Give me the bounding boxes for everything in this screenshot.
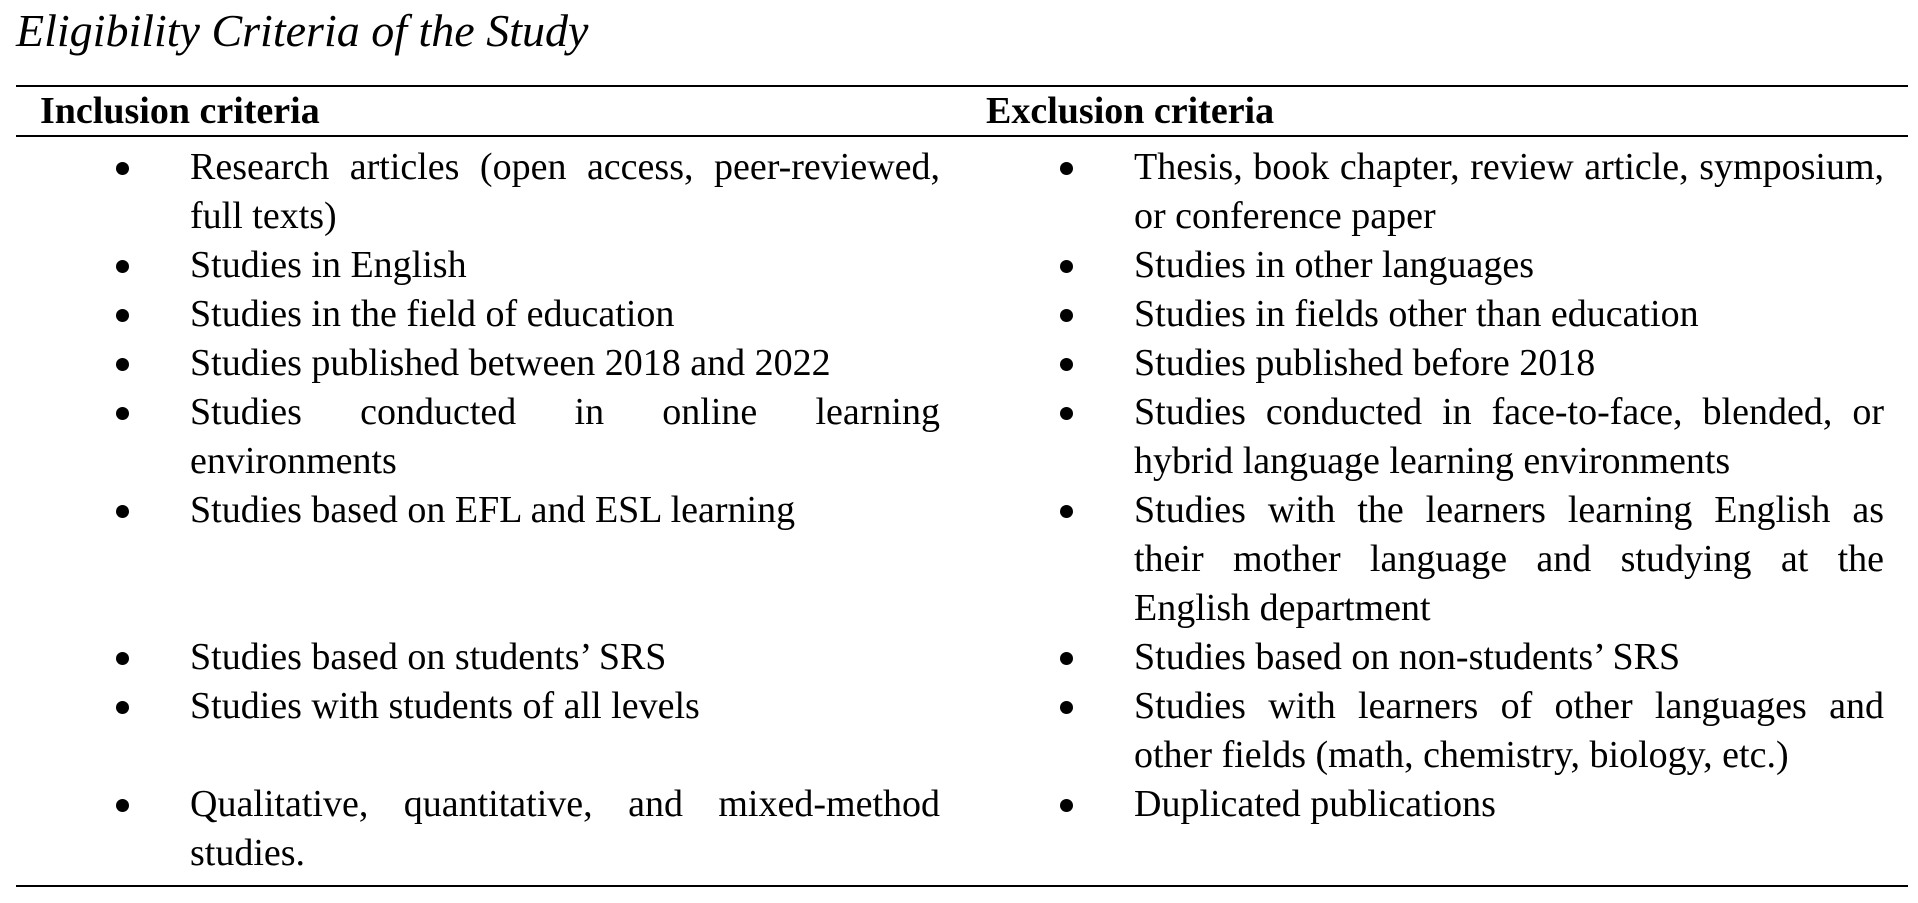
inclusion-criterion (110, 143, 940, 241)
exclusion-criterion (1054, 633, 1884, 682)
inclusion-criteria-header: Inclusion criteria (40, 90, 320, 132)
bullet-icon (116, 505, 129, 518)
exclusion-criterion-text: Studies with the learners learning English as their mother language and studying at the English department (1134, 489, 1884, 629)
table-top-rule (16, 85, 1908, 87)
bullet-icon (116, 309, 129, 322)
inclusion-criterion (110, 241, 940, 290)
inclusion-criterion (110, 780, 940, 878)
bullet-icon (1060, 701, 1073, 714)
inclusion-criterion-text: Qualitative, quantitative, and mixed-method studies. (190, 783, 940, 874)
bullet-icon (1060, 407, 1073, 420)
bullet-icon (116, 701, 129, 714)
exclusion-criterion-text: Studies with learners of other languages and other fields (math, chemistry, biology, etc.) (1134, 685, 1884, 776)
table-caption: Eligibility Criteria of the Study (16, 5, 589, 56)
bullet-icon (116, 358, 129, 371)
exclusion-criterion-text: Studies conducted in face-to-face, blended, or hybrid language learning environments (1134, 391, 1884, 482)
table-bottom-rule (16, 885, 1908, 887)
exclusion-criterion-text: Studies published before 2018 (1134, 342, 1596, 384)
exclusion-criterion-text: Studies in other languages (1134, 244, 1534, 286)
bullet-icon (1060, 309, 1073, 322)
exclusion-criterion-text: Studies in fields other than education (1134, 293, 1699, 335)
bullet-icon (116, 407, 129, 420)
inclusion-criterion-text: Studies conducted in online learning environments (190, 391, 940, 482)
inclusion-criterion (110, 339, 940, 388)
bullet-icon (1060, 260, 1073, 273)
exclusion-criterion-text: Duplicated publications (1134, 783, 1496, 825)
inclusion-criterion (110, 290, 940, 339)
exclusion-criteria-list (1054, 143, 1884, 878)
bullet-icon (1060, 358, 1073, 371)
exclusion-criterion (1054, 388, 1884, 486)
bullet-icon (1060, 652, 1073, 665)
bullet-icon (116, 799, 129, 812)
inclusion-criterion-text: Studies published between 2018 and 2022 (190, 342, 831, 384)
bullet-icon (1060, 799, 1073, 812)
inclusion-criterion-text: Studies with students of all levels (190, 685, 700, 727)
exclusion-criteria-header: Exclusion criteria (986, 90, 1275, 132)
exclusion-criterion (1054, 780, 1884, 878)
bullet-icon (116, 162, 129, 175)
exclusion-criterion (1054, 290, 1884, 339)
exclusion-criterion (1054, 486, 1884, 633)
exclusion-criterion (1054, 339, 1884, 388)
exclusion-criterion-text: Studies based on non-students’ SRS (1134, 636, 1681, 678)
exclusion-criterion (1054, 682, 1884, 780)
bullet-icon (1060, 505, 1073, 518)
inclusion-criterion-text: Studies in English (190, 244, 467, 286)
inclusion-criterion-text: Studies based on EFL and ESL learning (190, 489, 796, 531)
bullet-icon (116, 260, 129, 273)
inclusion-criterion (110, 633, 940, 682)
inclusion-criterion (110, 682, 940, 780)
inclusion-criterion-text: Studies in the field of education (190, 293, 675, 335)
table-header-rule (16, 135, 1908, 137)
inclusion-criteria-list (110, 143, 940, 878)
bullet-icon (116, 652, 129, 665)
inclusion-criterion-text: Studies based on students’ SRS (190, 636, 667, 678)
inclusion-criterion (110, 388, 940, 486)
inclusion-criterion-text: Research articles (open access, peer-reviewed, full texts) (190, 146, 940, 237)
exclusion-criterion (1054, 143, 1884, 241)
exclusion-criterion (1054, 241, 1884, 290)
exclusion-criterion-text: Thesis, book chapter, review article, symposium, or conference paper (1134, 146, 1884, 237)
bullet-icon (1060, 162, 1073, 175)
inclusion-criterion (110, 486, 940, 633)
